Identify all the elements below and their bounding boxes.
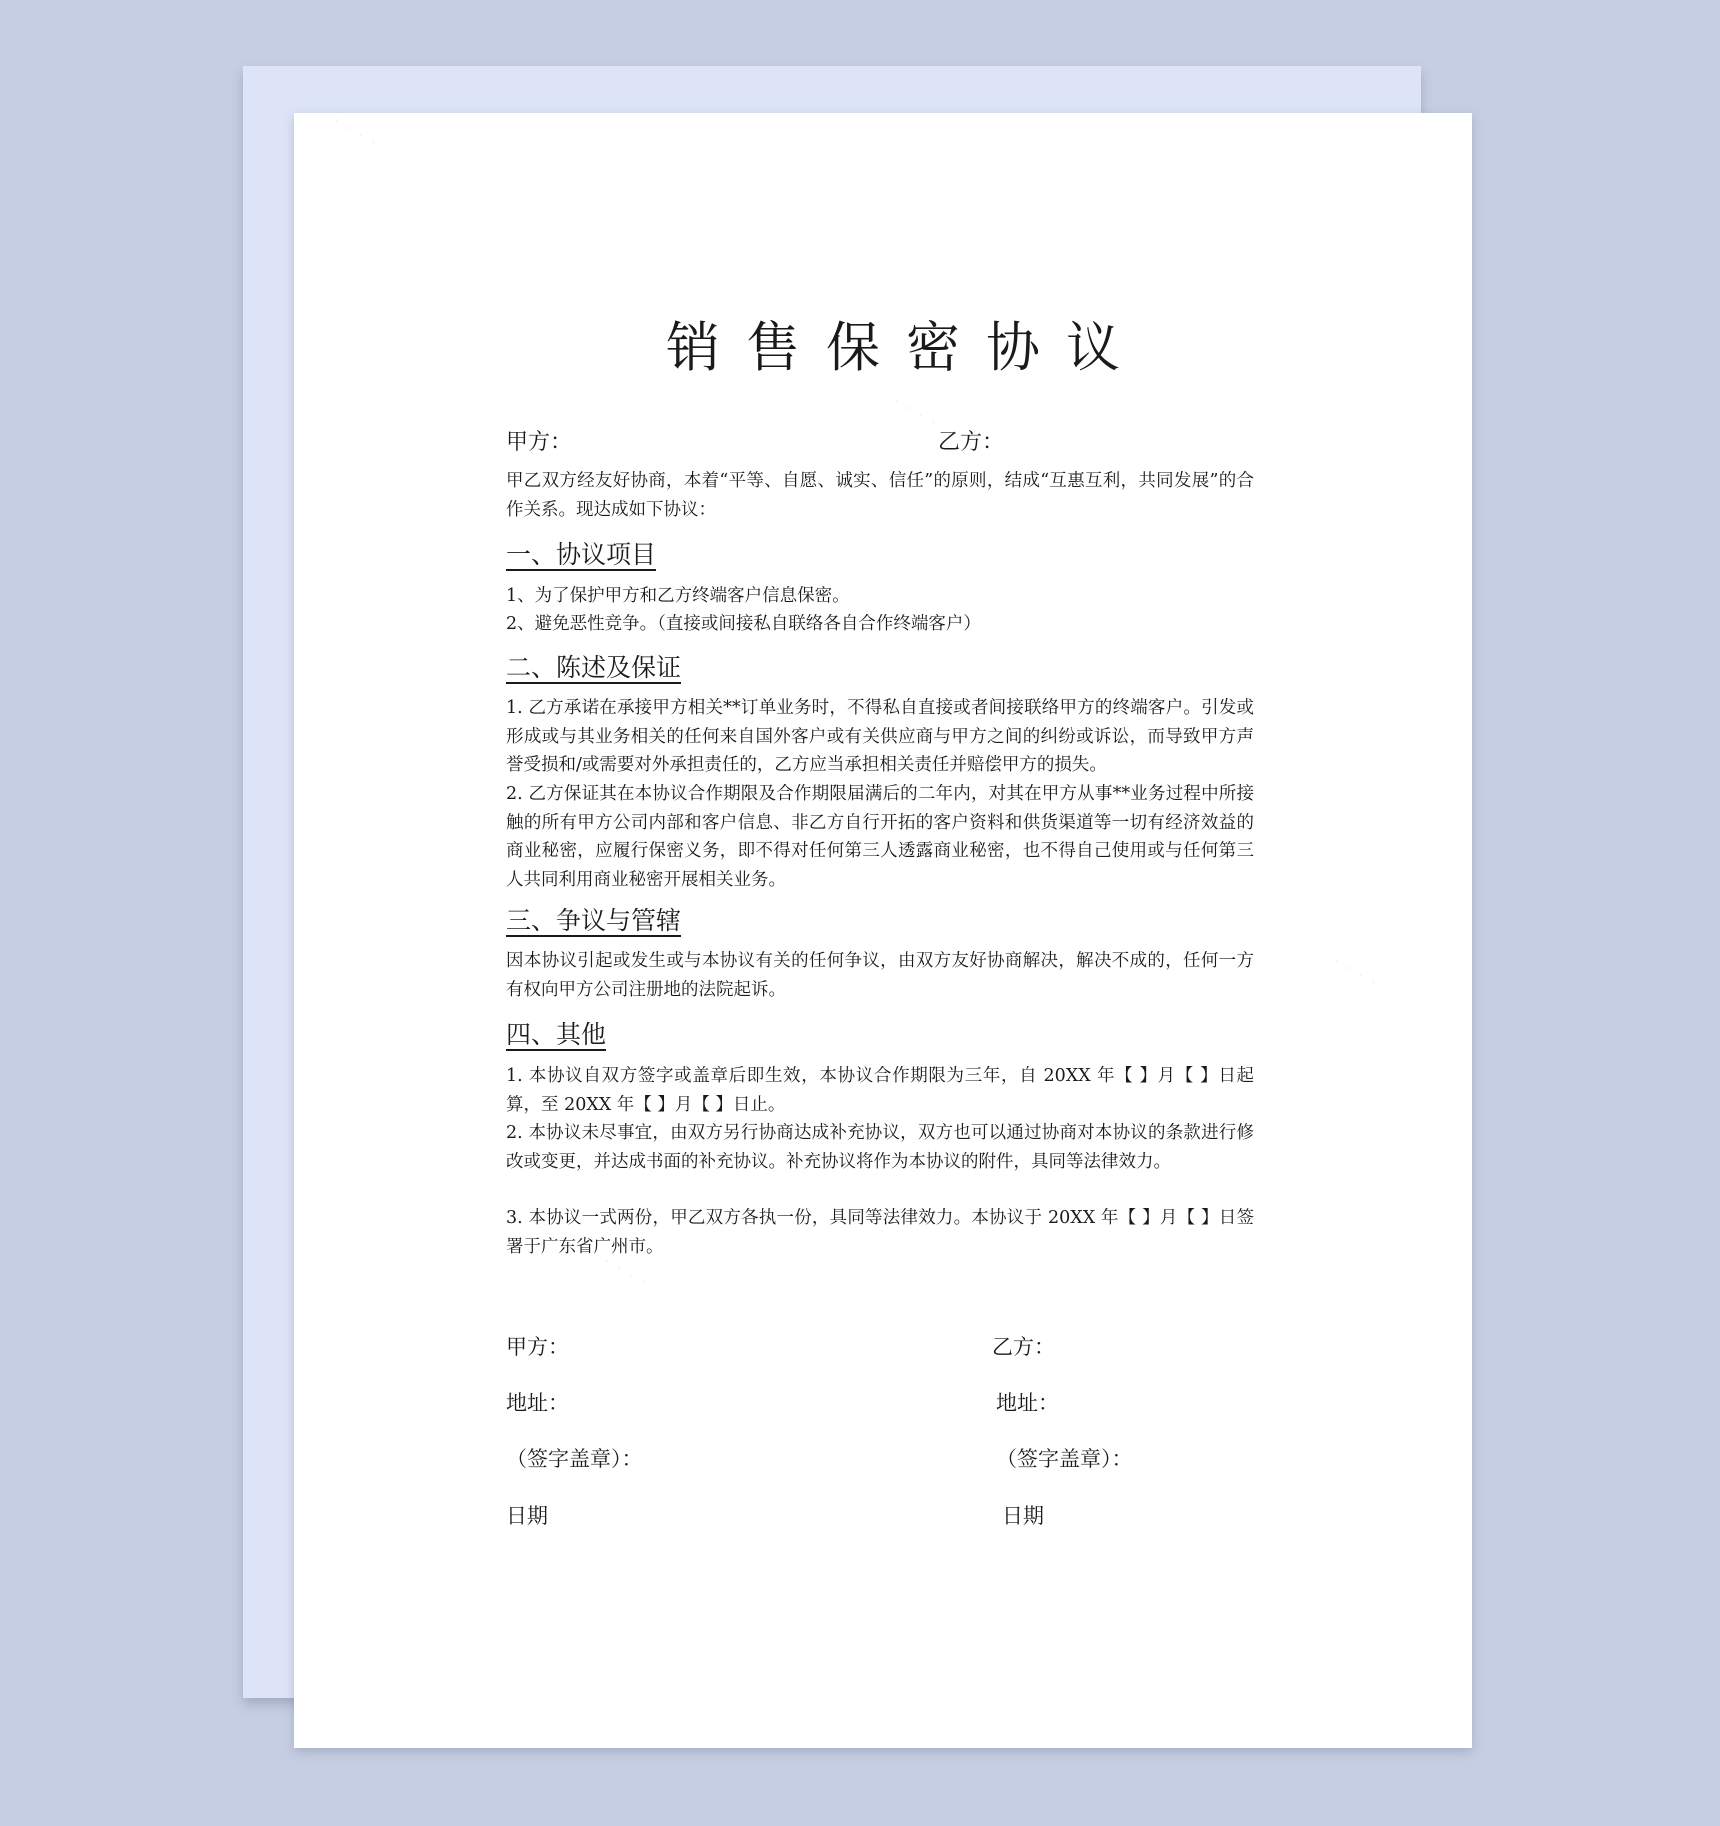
section-1-item-1: 1、为了保护甲方和乙方终端客户信息保密。: [506, 586, 850, 606]
intro-paragraph: 甲乙双方经友好协商，本着“平等、自愿、诚实、信任”的原则，结成“互惠互利，共同发展”的合作关系。现达成如下协议：: [506, 471, 1254, 520]
section-3-item-1: 因本协议引起或发生或与本协议有关的任何争议，由双方友好协商解决，解决不成的，任何一方有权向甲方公司注册地的法院起诉。: [506, 951, 1254, 1000]
signature-date-a: 日期: [506, 1504, 548, 1528]
signature-address-a: 地址：: [506, 1391, 569, 1415]
party-a-label: 甲方：: [506, 430, 573, 455]
section-2-item-2: 2. 乙方保证其在本协议合作期限及合作期限届满后的二年内，对其在甲方从事**业务过程中所接触的所有甲方公司内部和客户信息、非乙方自行开拓的客户资料和供货渠道等一切有经济效益的商业秘密，应履行保密义务，即不得对任何第三人透露商业秘密，也不得自己使用或与任何第三人共同利用商业秘密开展相关业务。: [506, 784, 1254, 890]
signature-address-b: 地址：: [996, 1391, 1059, 1415]
section-4-item-3: 3. 本协议一式两份，甲乙双方各执一份，具同等法律效力。本协议于 20XX 年【 】月【 】日签署于广东省广州市。: [506, 1208, 1254, 1257]
section-4-item-1: 1. 本协议自双方签字或盖章后即生效，本协议合作期限为三年，自 20XX 年【 】月【 】日起算，至 20XX 年【 】月【 】日止。: [506, 1066, 1254, 1115]
signature-sign-b: （签字盖章）：: [996, 1447, 1133, 1471]
party-b-label: 乙方：: [938, 430, 1005, 455]
section-heading-4: 四、其他: [506, 1020, 607, 1049]
section-heading-3: 三、争议与管辖: [506, 906, 682, 935]
signature-party-a: 甲方：: [506, 1335, 569, 1359]
section-heading-2: 二、陈述及保证: [506, 653, 682, 682]
signature-sign-a: （签字盖章）：: [506, 1447, 643, 1471]
document-title: 销售保密协议: [666, 316, 1146, 379]
section-2-item-1: 1. 乙方承诺在承接甲方相关**订单业务时，不得私自直接或者间接联络甲方的终端客户。引发或形成或与其业务相关的任何来自国外客户或有关供应商与甲方之间的纠纷或诉讼，而导致甲方声誉受损和/或需要对外承担责任的，乙方应当承担相关责任并赔偿甲方的损失。: [506, 698, 1254, 775]
section-heading-1: 一、协议项目: [506, 540, 657, 569]
section-4-item-2: 2. 本协议未尽事宜，由双方另行协商达成补充协议，双方也可以通过协商对本协议的条款进行修改或变更，并达成书面的补充协议。补充协议将作为本协议的附件，具同等法律效力。: [506, 1123, 1254, 1172]
signature-date-b: 日期: [1002, 1504, 1044, 1528]
front-paper-sheet: [294, 113, 1472, 1748]
section-1-item-2: 2、避免恶性竞争。（直接或间接私自联络各自合作终端客户）: [506, 614, 981, 634]
signature-party-b: 乙方：: [992, 1335, 1055, 1359]
